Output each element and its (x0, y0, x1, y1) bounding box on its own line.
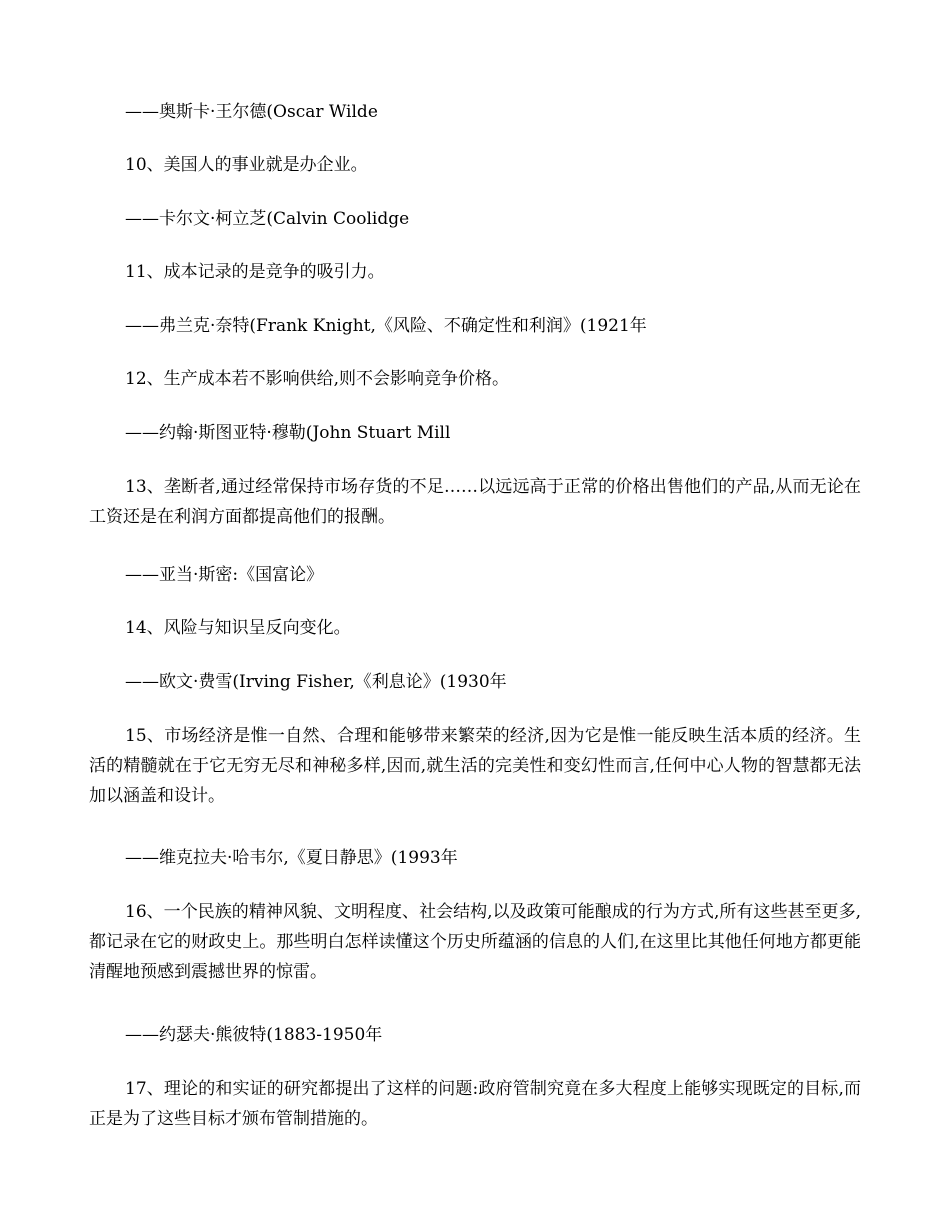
attribution-knight: ——弗兰克·奈特(Frank Knight,《风险、不确定性和利润》(1921年 (125, 316, 647, 336)
quote-10: 10、美国人的事业就是办企业。 (125, 155, 368, 175)
attribution-mill: ——约翰·斯图亚特·穆勒(John Stuart Mill (125, 423, 451, 443)
attribution-coolidge: ——卡尔文·柯立芝(Calvin Coolidge (125, 209, 410, 229)
attribution-smith: ——亚当·斯密:《国富论》 (125, 565, 324, 585)
quote-11: 11、成本记录的是竞争的吸引力。 (125, 262, 385, 282)
quote-16: 16、一个民族的精神风貌、文明程度、社会结构,以及政策可能酿成的行为方式,所有这些甚至更多,都记录在它的财政史上。那些明白怎样读懂这个历史所蕴涵的信息的人们,在这里比其他任何地方都更能清醒地预感到震撼世界的惊雷。 (89, 902, 861, 982)
attribution-wilde: ——奥斯卡·王尔德(Oscar Wilde (125, 102, 378, 122)
quote-15: 15、市场经济是惟一自然、合理和能够带来繁荣的经济,因为它是惟一能反映生活本质的经济。生活的精髓就在于它无穷无尽和神秘多样,因而,就生活的完美性和变幻性而言,任何中心人物的智慧都无法加以涵盖和设计。 (89, 726, 861, 806)
quote-12: 12、生产成本若不影响供给,则不会影响竞争价格。 (125, 369, 510, 389)
attribution-fisher: ——欧文·费雪(Irving Fisher,《利息论》(1930年 (125, 672, 507, 692)
attribution-havel: ——维克拉夫·哈韦尔,《夏日静思》(1993年 (125, 848, 458, 868)
quote-17: 17、理论的和实证的研究都提出了这样的问题:政府管制究竟在多大程度上能够实现既定的目标,而正是为了这些目标才颁布管制措施的。 (89, 1079, 861, 1129)
quote-13: 13、垄断者,通过经常保持市场存货的不足……以远远高于正常的价格出售他们的产品,从而无论在工资还是在利润方面都提高他们的报酬。 (89, 477, 861, 527)
quote-14: 14、风险与知识呈反向变化。 (125, 618, 351, 638)
attribution-schumpeter: ——约瑟夫·熊彼特(1883-1950年 (125, 1025, 383, 1045)
